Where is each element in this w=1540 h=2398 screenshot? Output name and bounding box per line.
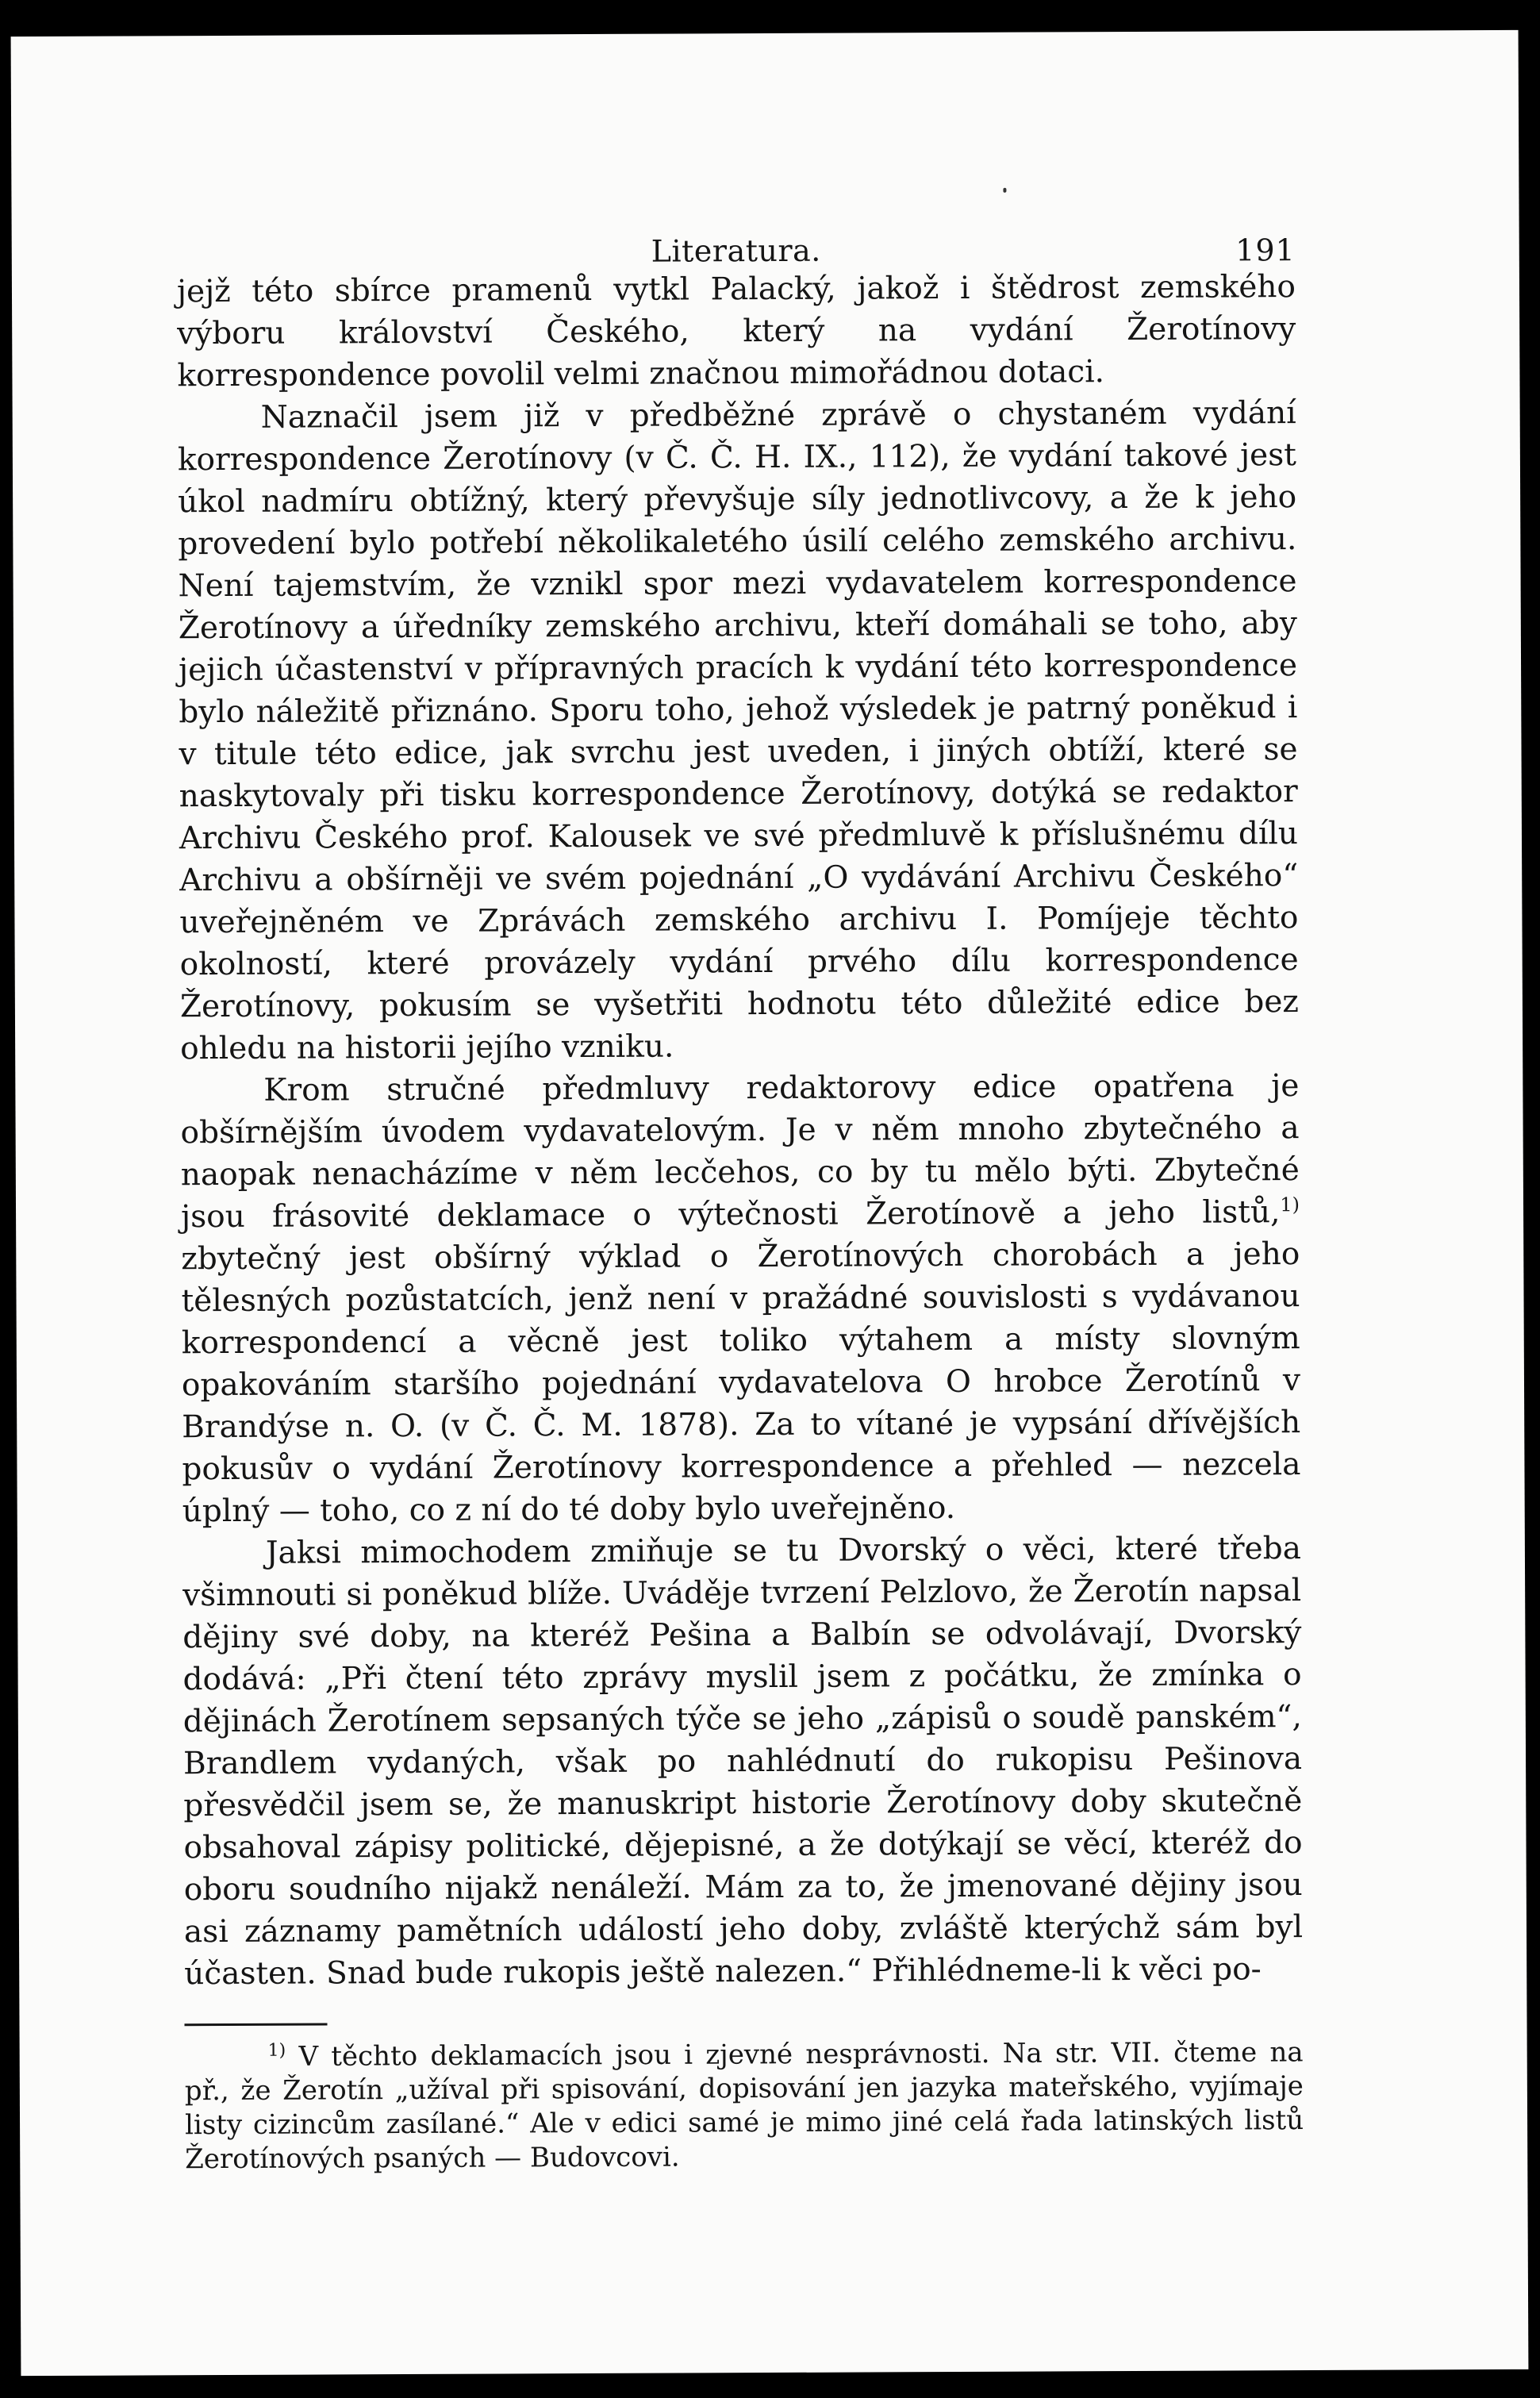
footnote-marker: 1): [267, 2040, 286, 2061]
paragraph-4: Jaksi mimochodem zmiňuje se tu Dvorský o věci, které třeba všimnouti si poněkud blíže. Uváděje tvrzení Pelzlovo, že Žerotín napsal dějiny své doby, na kteréž Pešina a Balbín se odvolávají, Dvorský dodává: „Při čtení této zprávy myslil jsem z počátku, že zmínka o dějinách Žerotínem sepsaných týče se jeho „zápisů o soudě panském“, Brandlem vydaných, však po nahlédnutí do rukopisu Pešinova přesvědčil jsem se, že manuskript historie Žerotínovy doby skutečně obsahoval zápisy politické, dějepisné, a že dotýkají se věcí, kteréž do oboru soudního nijakž nenáleží. Mám za to, že jmenované dějiny jsou asi záznamy pamětních událostí jeho doby, zvláště kterýchž sám byl účasten. Snad bude rukopis ještě nalezen.“ Přihlédneme-li k věci po-: [182, 1531, 1304, 1993]
footnote-reference: 1): [1280, 1193, 1300, 1216]
footnote-text: V těchto deklamacích jsou i zjevné nesprávnosti. Na str. VII. čteme na př., že Žerotín „užíval při spisování, dopisování jen jazyka mateřského, vyjímaje listy cizincům zasílané.“ Ale v edici samé je mimo jiné celá řada latinských listů Žerotínových psaných — Budovcovi.: [184, 2036, 1304, 2176]
book-page: [11, 30, 1529, 2376]
body-text: [177, 266, 1303, 1995]
paragraph-2: Naznačil jsem již v předběžné zprávě o chystaném vydání korrespondence Žerotínovy (v Č. Č. H. IX., 112), že vydání takové jest úkol nadmíru obtížný, který převyšuje síly jednotlivcovy, a že k jeho provedení bylo potřebí několikaletého úsilí celého zemského archivu. Není tajemstvím, že vznikl spor mezi vydavatelem korrespondence Žerotínovy a úředníky zemského archivu, kteří domáhali se toho, aby jejich účastenství v přípravných pracích k vydání této korrespondence bylo náležitě přiznáno. Sporu toho, jehož výsledek je patrný poněkud i v titule této edice, jak svrchu jest uveden, i jiných obtíží, které se naskytovaly při tisku korrespondence Žerotínovy, dotýká se redaktor Archivu Českého prof. Kalousek ve své předmluvě k příslušnému dílu Archivu a obšírněji ve svém pojednání „O vydávání Archivu Českého“ uveřejněném ve Zprávách zemského archivu I. Pomíjeje těchto okolností, které provázely vydání prvého dílu korrespondence Žerotínovy, pokusím se vyšetřiti hodnotu této důležité edice bez ohledu na historii jejího vzniku.: [177, 395, 1299, 1067]
footnote-divider: [185, 2023, 328, 2026]
paragraph-3-part-2: zbytečný jest obšírný výklad o Žerotínových chorobách a jeho tělesných pozůstatcích, jenž není v pražádné souvislosti s vydávanou korrespondencí a věcně jest toliko výtahem a místy slovným opakováním staršího pojednání vydavatelova O hrobce Žerotínů v Brandýse n. O. (v Č. Č. M. 1878). Za to vítané je vypsání dřívějších pokusův o vydání Žerotínovy korrespondence a přehled — nezcela úplný — toho, co z ní do té doby bylo uveřejněno.: [181, 1236, 1301, 1530]
print-speck: [1003, 188, 1006, 193]
paragraph-1: jejž této sbírce pramenů vytkl Palacký, jakož i štědrost zemského výboru království Českého, který na vydání Žerotínovy korrespondence povolil velmi značnou mimořádnou dotaci.: [176, 269, 1296, 394]
paragraph-3-part-1: Krom stručné předmluvy redaktorovy edice opatřena je obšírnějším úvodem vydavatelovým. Je v něm mnoho zbytečného a naopak nenacházíme v něm lecčehos, co by tu mělo býti. Zbytečné jsou frásovité deklamace o výtečnosti Žerotínově a jeho listů,: [180, 1068, 1300, 1236]
running-head: [176, 198, 1295, 271]
page-number: 191: [1235, 232, 1296, 268]
footnote: [185, 2029, 1304, 2177]
running-title: Literatura.: [651, 232, 821, 269]
paragraph-3: [180, 1065, 1301, 1532]
page-content: [176, 198, 1304, 2177]
